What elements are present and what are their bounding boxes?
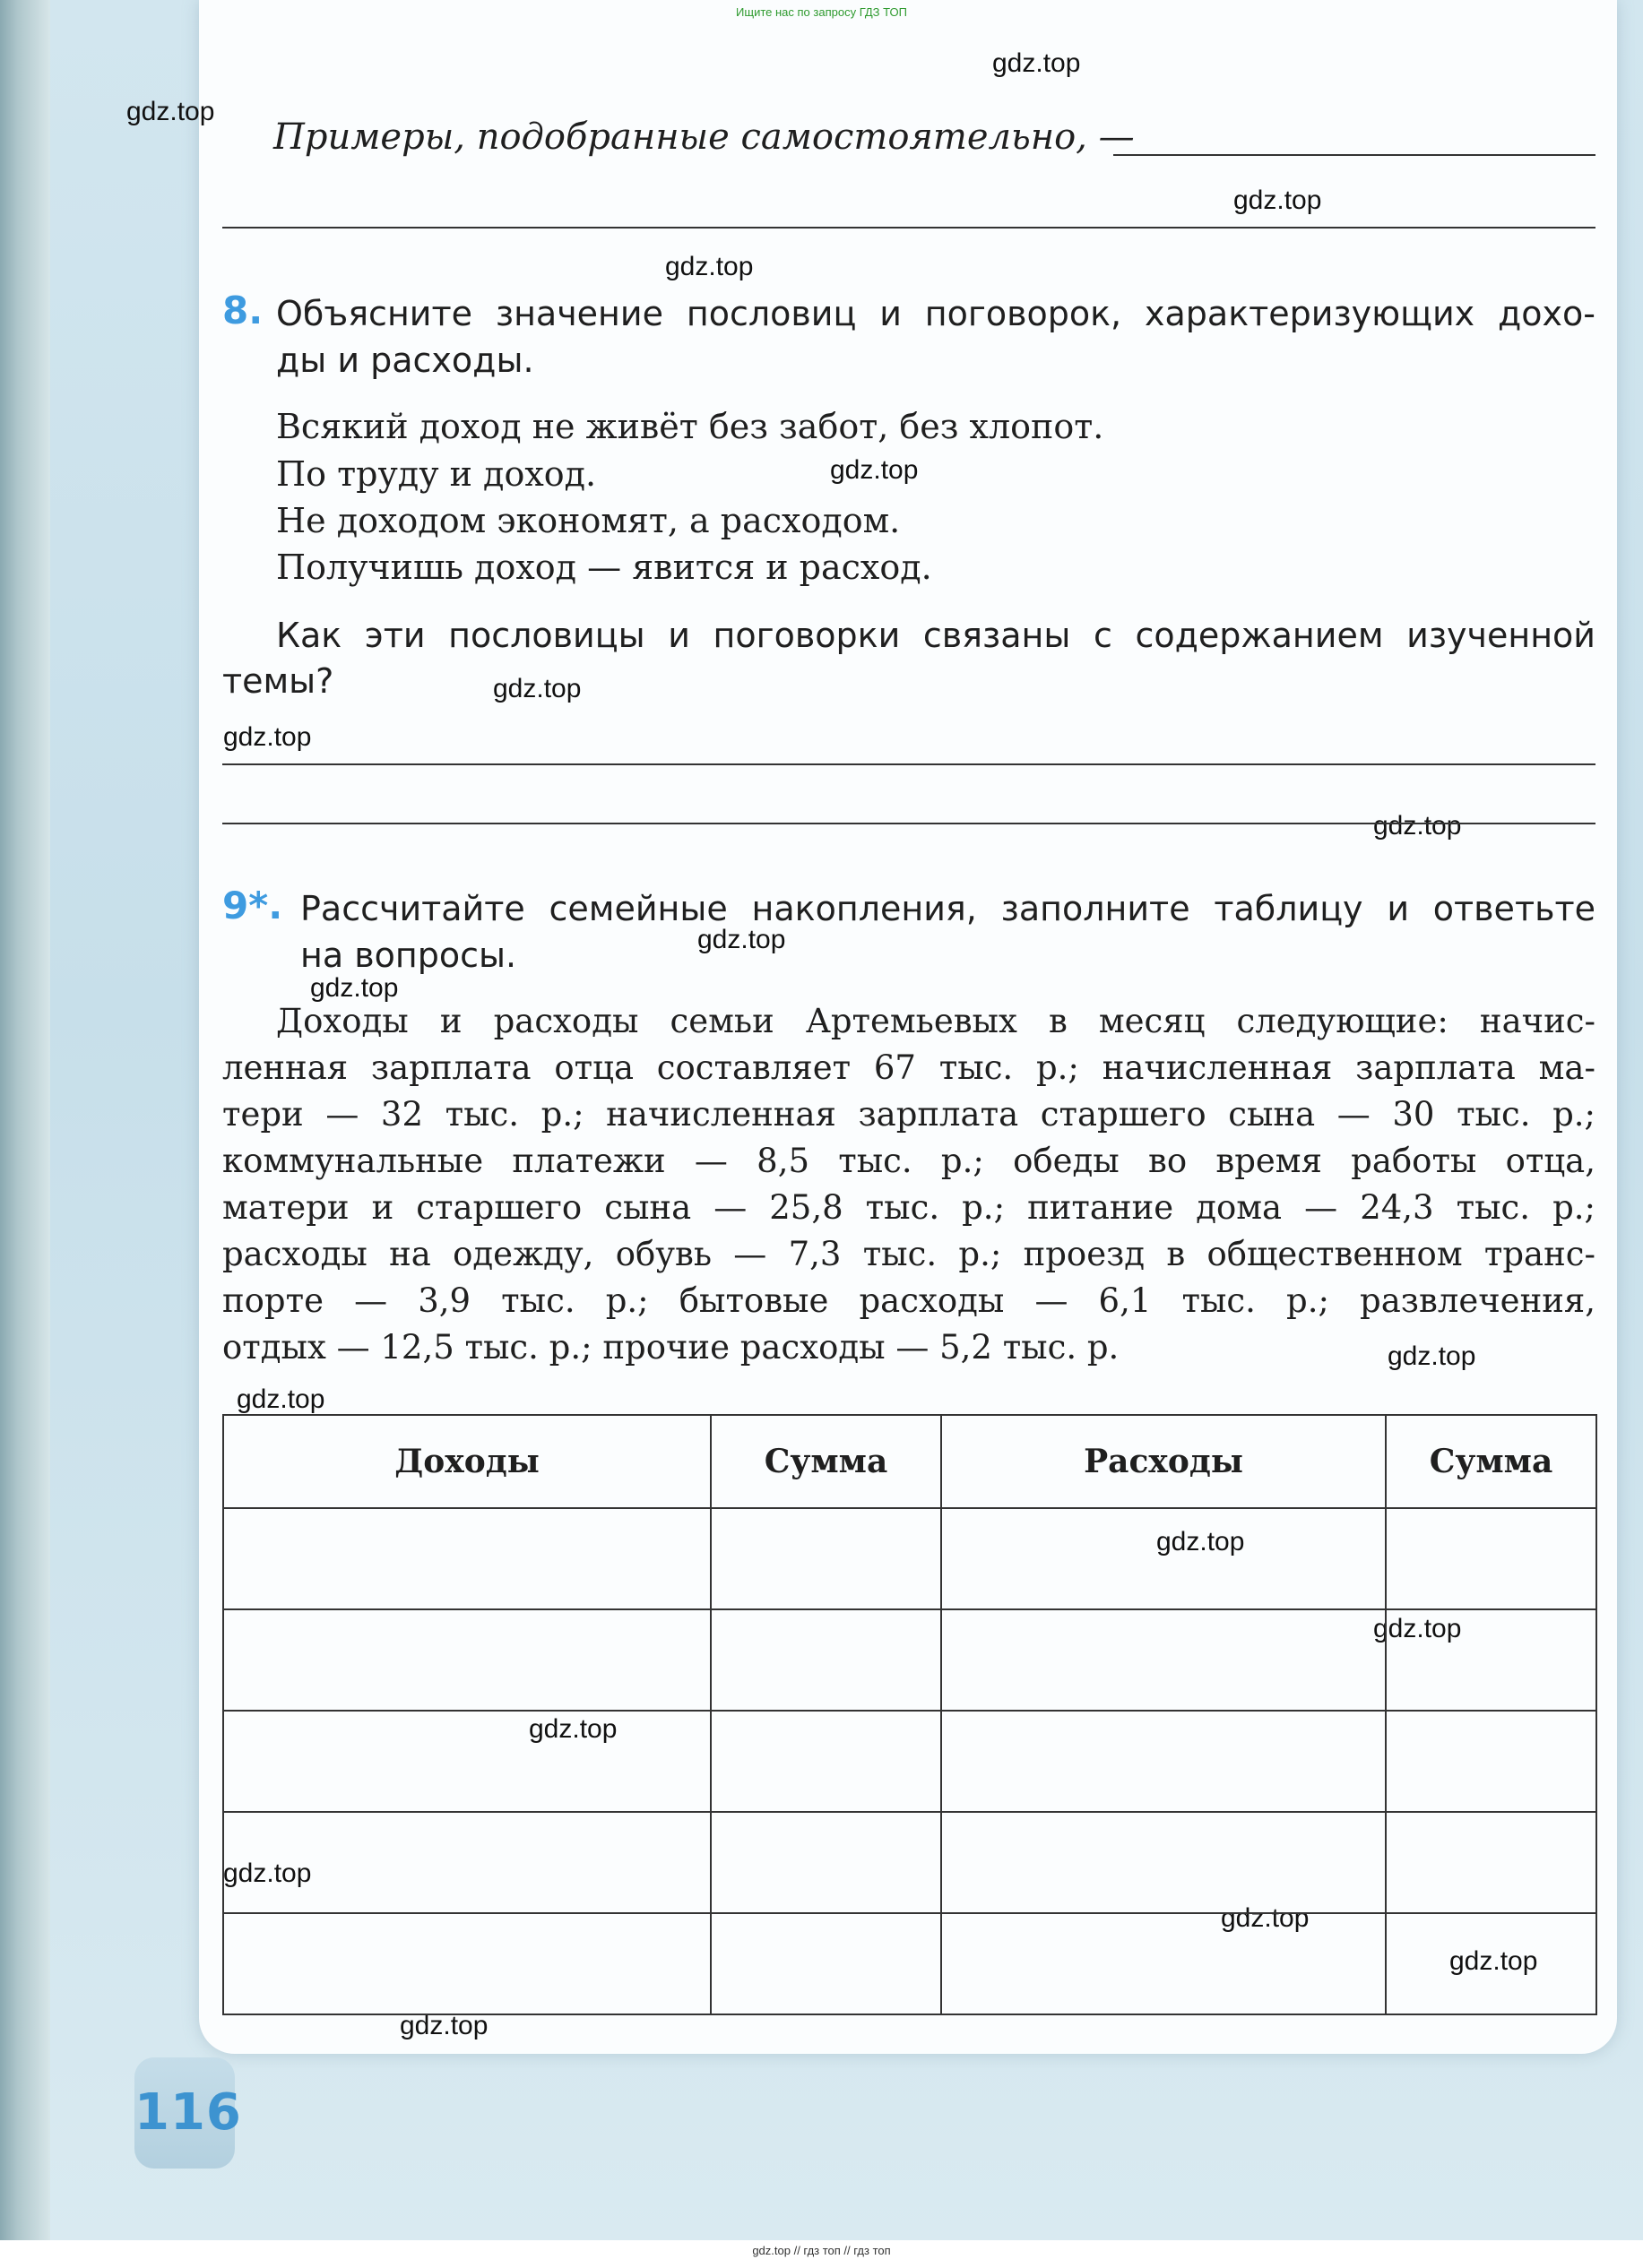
answer-line [222, 823, 1595, 824]
paragraph-line: расходы на одежду, обувь — 7,3 тыс. р.; проезд в общественном транс- [222, 1235, 1595, 1273]
watermark: gdz.top [1221, 1903, 1310, 1933]
task-8-question-line: Как эти пословицы и поговорки связаны с содержанием изученной [276, 616, 1595, 655]
table-cell[interactable] [223, 1913, 711, 2014]
table-row [223, 1711, 1596, 1812]
watermark: gdz.top [1388, 1341, 1476, 1371]
table-cell[interactable] [941, 1609, 1386, 1711]
task-9-number: 9*. [222, 884, 283, 927]
task-8-prompt-line: Объясните значение пословиц и поговорок, характеризующих дохо- [276, 294, 1595, 333]
watermark: gdz.top [665, 252, 754, 281]
task-8-number: 8. [222, 289, 264, 332]
column-header-amount: Сумма [711, 1415, 941, 1508]
table-cell[interactable] [1386, 1609, 1596, 1711]
table-cell[interactable] [1386, 1711, 1596, 1812]
table-cell[interactable] [1386, 1508, 1596, 1609]
table-row [223, 1913, 1596, 2014]
table-row [223, 1508, 1596, 1609]
proverb: По труду и доход. [276, 454, 597, 494]
table-cell[interactable] [711, 1711, 941, 1812]
table-cell[interactable] [711, 1508, 941, 1609]
book-spine [0, 0, 50, 2240]
table-cell[interactable] [941, 1812, 1386, 1913]
task-9-prompt-line: на вопросы. [300, 936, 517, 975]
table-cell[interactable] [223, 1508, 711, 1609]
answer-line [1113, 154, 1595, 156]
task-8-prompt-line: ды и расходы. [276, 341, 534, 380]
paragraph-line: порте — 3,9 тыс. р.; бытовые расходы — 6,1 тыс. р.; развлечения, [222, 1281, 1595, 1320]
site-note-bottom: gdz.top // гдз топ // гдз топ [752, 2244, 891, 2257]
watermark: gdz.top [126, 97, 215, 126]
watermark: gdz.top [992, 48, 1081, 78]
table-cell[interactable] [941, 1913, 1386, 2014]
answer-line [222, 227, 1595, 229]
watermark: gdz.top [697, 925, 786, 954]
table-cell[interactable] [223, 1812, 711, 1913]
examples-label: Примеры, подобранные самостоятельно, — [273, 116, 1135, 158]
budget-table [222, 1414, 1597, 2015]
watermark: gdz.top [1233, 185, 1322, 215]
table-row [223, 1812, 1596, 1913]
paragraph-line: отдых — 12,5 тыс. р.; прочие расходы — 5,2 тыс. р. [222, 1328, 1120, 1367]
task-8-question-line: темы? [222, 661, 334, 701]
paragraph-line: Доходы и расходы семьи Артемьевых в месяц следующие: начис- [276, 1002, 1595, 1040]
table-cell[interactable] [1386, 1913, 1596, 2014]
site-note-top: Ищите нас по запросу ГДЗ ТОП [736, 5, 907, 19]
table-cell[interactable] [711, 1913, 941, 2014]
watermark: gdz.top [830, 455, 919, 485]
page-number: 116 [134, 2083, 242, 2142]
table-cell[interactable] [223, 1609, 711, 1711]
watermark: gdz.top [223, 722, 312, 752]
answer-line [222, 763, 1595, 765]
watermark: gdz.top [1373, 1614, 1462, 1643]
table-cell[interactable] [711, 1812, 941, 1913]
table-cell[interactable] [941, 1711, 1386, 1812]
watermark: gdz.top [310, 973, 399, 1003]
watermark: gdz.top [1373, 811, 1462, 841]
task-9-prompt-line: Рассчитайте семейные накопления, заполните таблицу и ответьте [300, 889, 1595, 928]
table-cell[interactable] [941, 1508, 1386, 1609]
watermark: gdz.top [1449, 1946, 1538, 1976]
watermark: gdz.top [400, 2011, 489, 2040]
watermark: gdz.top [529, 1714, 618, 1744]
paragraph-line: ленная зарплата отца составляет 67 тыс. р.; начисленная зарплата ма- [222, 1048, 1595, 1087]
column-header-expenses: Расходы [941, 1415, 1386, 1508]
paragraph-line: матери и старшего сына — 25,8 тыс. р.; питание дома — 24,3 тыс. р.; [222, 1188, 1595, 1227]
table-row [223, 1609, 1596, 1711]
family-budget-paragraph [222, 998, 1595, 1371]
column-header-amount: Сумма [1386, 1415, 1596, 1508]
paragraph-line: коммунальные платежи — 8,5 тыс. р.; обеды во время работы отца, [222, 1142, 1595, 1180]
watermark: gdz.top [493, 674, 582, 703]
table-header-row [223, 1415, 1596, 1508]
table-cell[interactable] [1386, 1812, 1596, 1913]
watermark: gdz.top [237, 1384, 325, 1414]
table-cell[interactable] [223, 1711, 711, 1812]
proverb: Не доходом экономят, а расходом. [276, 501, 901, 540]
table-cell[interactable] [711, 1609, 941, 1711]
proverb: Получишь доход — явится и расход. [276, 548, 932, 587]
proverb: Всякий доход не живёт без забот, без хлопот. [276, 407, 1104, 446]
paragraph-line: тери — 32 тыс. р.; начисленная зарплата старшего сына — 30 тыс. р.; [222, 1095, 1595, 1134]
watermark: gdz.top [1156, 1527, 1245, 1557]
column-header-income: Доходы [223, 1415, 711, 1508]
watermark: gdz.top [223, 1858, 312, 1888]
